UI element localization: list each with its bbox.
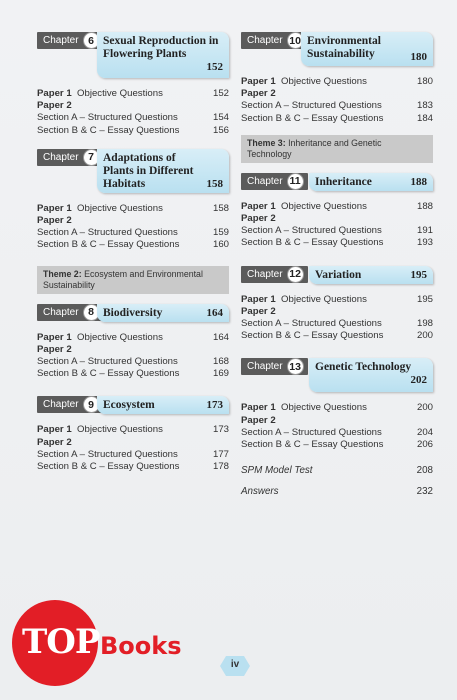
chapter-7-heading[interactable] — [37, 149, 229, 193]
chapter-tab: Chapter 13 — [241, 358, 308, 375]
toc-row: Paper 2 — [241, 414, 276, 426]
chapter-tab: Chapter 9 — [37, 396, 104, 413]
chapter-title-box — [309, 358, 433, 392]
toc-row[interactable]: Section A – Structured Questions 154 — [37, 112, 229, 124]
toc-row: Paper 2 — [37, 436, 72, 448]
chapter-page: 202 — [410, 374, 427, 387]
chapter-number: 7 — [83, 149, 100, 166]
chapter-6-heading[interactable] — [37, 32, 229, 78]
chapter-11-entries — [241, 201, 433, 250]
chapter-8-entries — [37, 332, 229, 381]
toc-row: Paper 2 — [241, 213, 276, 225]
toc-row[interactable]: Section A – Structured Questions 159 — [37, 227, 229, 239]
chapter-title: Variation — [315, 268, 362, 281]
toc-row: Paper 2 — [241, 305, 276, 317]
toc-row: Paper 2 — [37, 215, 72, 227]
page-number: iv — [230, 659, 240, 670]
toc-row[interactable]: Section A – Structured Questions 204 — [241, 426, 433, 438]
toc-row[interactable]: Paper 1 Objective Questions 200 — [241, 402, 433, 414]
logo-top-text: TOP — [22, 622, 100, 662]
toc-row[interactable]: Paper 1 Objective Questions 173 — [37, 424, 229, 436]
toc-row[interactable]: Paper 1 Objective Questions 180 — [241, 76, 433, 87]
chapter-page: 188 — [410, 175, 427, 188]
chapter-8-heading[interactable] — [37, 304, 229, 322]
toc-row[interactable]: Paper 1 Objective Questions 164 — [37, 331, 229, 343]
answers-entry[interactable] — [241, 486, 433, 497]
chapter-title-box — [309, 173, 433, 191]
toc-row[interactable]: Paper 1 Objective Questions 158 — [37, 202, 229, 214]
chapter-12-heading[interactable] — [241, 266, 433, 284]
chapter-number: 12 — [287, 266, 304, 283]
toc-row[interactable]: Section B & C – Essay Questions 160 — [37, 239, 229, 251]
chapter-page: 173 — [206, 399, 223, 412]
chapter-tab: Chapter 10 — [241, 32, 308, 49]
chapter-tab: Chapter 8 — [37, 304, 104, 321]
chapter-13-entries — [241, 402, 433, 451]
topbooks-watermark-logo — [12, 600, 202, 680]
toc-row[interactable]: Paper 1 Objective Questions 152 — [37, 88, 229, 99]
chapter-9-entries — [37, 424, 229, 473]
chapter-number: 8 — [83, 304, 100, 321]
chapter-number: 6 — [83, 32, 100, 49]
chapter-title: Ecosystem — [103, 399, 155, 412]
chapter-title-box — [97, 32, 229, 78]
toc-row[interactable]: Section B & C – Essay Questions 193 — [241, 237, 433, 249]
spm-model-test-entry[interactable] — [241, 465, 433, 476]
chapter-tab: Chapter 6 — [37, 32, 104, 49]
chapter-10-entries — [241, 76, 433, 125]
chapter-title-box — [97, 149, 229, 193]
chapter-tab: Chapter 12 — [241, 266, 308, 283]
toc-row[interactable]: Section A – Structured Questions 183 — [241, 100, 433, 112]
chapter-title: Inheritance — [315, 175, 372, 188]
spm-model-test-label: SPM Model Test — [241, 465, 313, 477]
chapter-7-entries — [37, 203, 229, 252]
chapter-title: Genetic Technology — [315, 361, 412, 374]
chapter-number: 10 — [287, 32, 304, 49]
toc-row[interactable]: Paper 1 Objective Questions 188 — [241, 200, 433, 212]
chapter-page: 158 — [206, 177, 223, 190]
toc-row: Paper 2 — [37, 100, 72, 112]
chapter-page: 195 — [410, 268, 427, 281]
toc-row[interactable]: Paper 1 Objective Questions 195 — [241, 293, 433, 305]
page-number-badge — [220, 656, 250, 676]
chapter-title: Environmental Sustainability — [307, 35, 381, 60]
toc-row[interactable]: Section A – Structured Questions 177 — [37, 448, 229, 460]
chapter-13-heading[interactable] — [241, 358, 433, 392]
toc-row[interactable]: Section B & C – Essay Questions 200 — [241, 330, 433, 342]
toc-row[interactable]: Section B & C – Essay Questions 184 — [241, 112, 433, 124]
chapter-title: Sexual Reproduction in Flowering Plants — [103, 35, 219, 60]
chapter-tab: Chapter 11 — [241, 173, 308, 190]
toc-row[interactable]: Section B & C – Essay Questions 206 — [241, 439, 433, 451]
toc-row[interactable]: Section B & C – Essay Questions 178 — [37, 461, 229, 473]
answers-label: Answers — [241, 486, 279, 498]
theme-3-banner: Theme 3: Inheritance and Genetic Technology — [241, 135, 433, 163]
spm-model-test-page: 208 — [416, 465, 433, 477]
toc-row[interactable]: Section A – Structured Questions 198 — [241, 318, 433, 330]
logo-books-text: Books — [100, 632, 182, 660]
chapter-12-entries — [241, 294, 433, 343]
chapter-10-heading[interactable] — [241, 32, 433, 66]
chapter-title-box — [97, 304, 229, 322]
left-column — [37, 32, 229, 473]
chapter-number: 9 — [83, 396, 100, 413]
chapter-title: Biodiversity — [103, 306, 163, 319]
chapter-page: 164 — [206, 306, 223, 319]
chapter-6-entries — [37, 88, 229, 137]
chapter-title-box — [97, 396, 229, 414]
toc-row: Paper 2 — [37, 343, 72, 355]
theme-2-banner: Theme 2: Ecosystem and Environmental Sustainability — [37, 266, 229, 294]
toc-row[interactable]: Section A – Structured Questions 191 — [241, 225, 433, 237]
chapter-number: 13 — [287, 358, 304, 375]
chapter-9-heading[interactable] — [37, 396, 229, 414]
chapter-11-heading[interactable] — [241, 173, 433, 191]
toc-row: Paper 2 — [241, 88, 276, 100]
chapter-title: Adaptations of Plants in Different Habitats — [103, 151, 194, 190]
toc-row[interactable]: Section B & C – Essay Questions 169 — [37, 368, 229, 380]
answers-page: 232 — [416, 486, 433, 498]
toc-row[interactable]: Section B & C – Essay Questions 156 — [37, 124, 229, 136]
chapter-page: 180 — [410, 51, 427, 63]
chapter-title-box — [309, 266, 433, 284]
chapter-number: 11 — [287, 173, 304, 190]
toc-row[interactable]: Section A – Structured Questions 168 — [37, 356, 229, 368]
chapter-page: 152 — [206, 61, 223, 73]
chapter-title-box — [301, 32, 433, 66]
chapter-tab: Chapter 7 — [37, 149, 104, 166]
right-column — [241, 32, 433, 497]
